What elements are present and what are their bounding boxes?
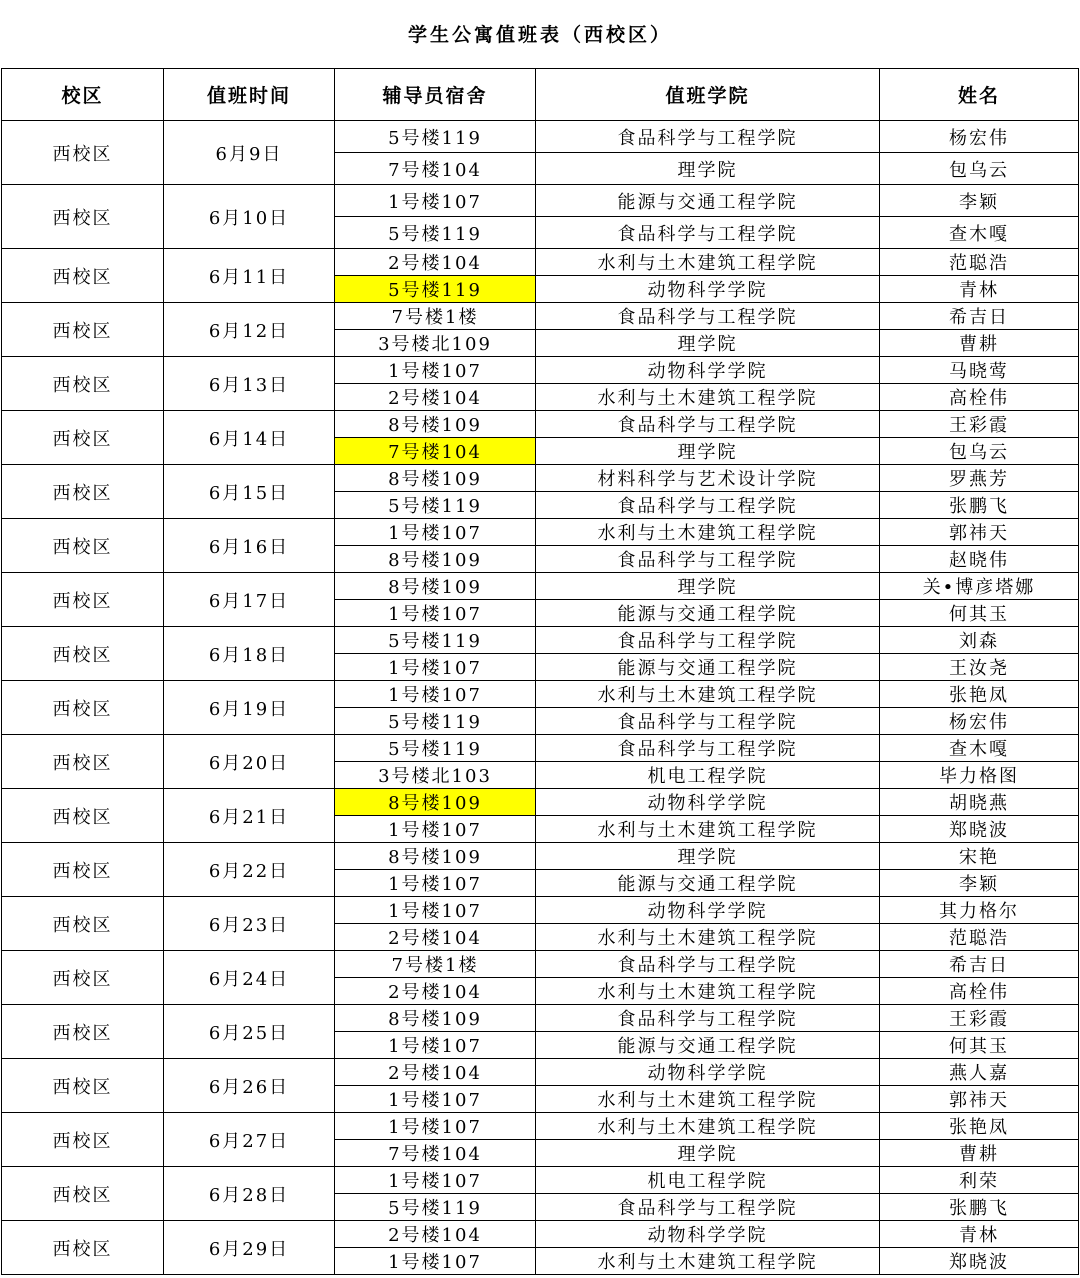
- dorm-cell: 1号楼107: [335, 357, 536, 384]
- name-cell: 何其玉: [880, 1032, 1079, 1059]
- dorm-cell: 1号楼107: [335, 816, 536, 843]
- date-cell: 6月9日: [164, 121, 335, 185]
- table-body: [2, 121, 1079, 1275]
- campus-cell: 西校区: [2, 519, 164, 573]
- date-cell: 6月10日: [164, 185, 335, 249]
- dorm-cell: 7号楼1楼: [335, 951, 536, 978]
- campus-cell: 西校区: [2, 249, 164, 303]
- date-cell: 6月24日: [164, 951, 335, 1005]
- dorm-cell: 8号楼109: [335, 1005, 536, 1032]
- date-cell: 6月17日: [164, 573, 335, 627]
- dorm-cell: 2号楼104: [335, 924, 536, 951]
- dorm-cell: 3号楼北103: [335, 762, 536, 789]
- dorm-cell: 8号楼109: [335, 573, 536, 600]
- header-college: 值班学院: [536, 69, 880, 121]
- campus-cell: 西校区: [2, 843, 164, 897]
- campus-cell: 西校区: [2, 1059, 164, 1113]
- college-cell: 水利与土木建筑工程学院: [536, 1086, 880, 1113]
- college-cell: 水利与土木建筑工程学院: [536, 1113, 880, 1140]
- name-cell: 胡晓燕: [880, 789, 1079, 816]
- campus-cell: 西校区: [2, 789, 164, 843]
- dorm-cell: 1号楼107: [335, 870, 536, 897]
- college-cell: 机电工程学院: [536, 762, 880, 789]
- name-cell: 范聪浩: [880, 924, 1079, 951]
- name-cell: 利荣: [880, 1167, 1079, 1194]
- table-row: [2, 303, 1079, 330]
- name-cell: 赵晓伟: [880, 546, 1079, 573]
- dorm-cell: 1号楼107: [335, 519, 536, 546]
- name-cell: 刘森: [880, 627, 1079, 654]
- campus-cell: 西校区: [2, 121, 164, 185]
- date-cell: 6月21日: [164, 789, 335, 843]
- campus-cell: 西校区: [2, 1167, 164, 1221]
- campus-cell: 西校区: [2, 1113, 164, 1167]
- name-cell: 宋艳: [880, 843, 1079, 870]
- college-cell: 食品科学与工程学院: [536, 217, 880, 249]
- date-cell: 6月22日: [164, 843, 335, 897]
- dorm-cell: 1号楼107: [335, 1167, 536, 1194]
- college-cell: 动物科学学院: [536, 276, 880, 303]
- name-cell: 燕人嘉: [880, 1059, 1079, 1086]
- campus-cell: 西校区: [2, 465, 164, 519]
- college-cell: 水利与土木建筑工程学院: [536, 249, 880, 276]
- name-cell: 毕力格图: [880, 762, 1079, 789]
- table-row: [2, 843, 1079, 870]
- name-cell: 李颖: [880, 185, 1079, 217]
- dorm-cell: 5号楼119: [335, 121, 536, 153]
- name-cell: 关•博彦塔娜: [880, 573, 1079, 600]
- name-cell: 查木嘎: [880, 217, 1079, 249]
- dorm-cell: 1号楼107: [335, 897, 536, 924]
- name-cell: 高栓伟: [880, 384, 1079, 411]
- name-cell: 何其玉: [880, 600, 1079, 627]
- college-cell: 材料科学与艺术设计学院: [536, 465, 880, 492]
- table-row: [2, 681, 1079, 708]
- date-cell: 6月25日: [164, 1005, 335, 1059]
- dorm-cell: 8号楼109: [335, 789, 536, 816]
- college-cell: 食品科学与工程学院: [536, 1005, 880, 1032]
- dorm-cell: 5号楼119: [335, 627, 536, 654]
- dorm-cell: 5号楼119: [335, 492, 536, 519]
- table-row: [2, 519, 1079, 546]
- date-cell: 6月12日: [164, 303, 335, 357]
- dorm-cell: 1号楼107: [335, 600, 536, 627]
- college-cell: 食品科学与工程学院: [536, 708, 880, 735]
- college-cell: 理学院: [536, 573, 880, 600]
- dorm-cell: 7号楼104: [335, 438, 536, 465]
- campus-cell: 西校区: [2, 681, 164, 735]
- name-cell: 郭祎天: [880, 519, 1079, 546]
- name-cell: 张鹏飞: [880, 492, 1079, 519]
- name-cell: 张艳凤: [880, 681, 1079, 708]
- table-row: [2, 789, 1079, 816]
- dorm-cell: 7号楼104: [335, 153, 536, 185]
- date-cell: 6月28日: [164, 1167, 335, 1221]
- table-row: [2, 573, 1079, 600]
- college-cell: 水利与土木建筑工程学院: [536, 978, 880, 1005]
- name-cell: 希吉日: [880, 951, 1079, 978]
- table-row: [2, 627, 1079, 654]
- dorm-cell: 1号楼107: [335, 1032, 536, 1059]
- date-cell: 6月26日: [164, 1059, 335, 1113]
- campus-cell: 西校区: [2, 735, 164, 789]
- college-cell: 能源与交通工程学院: [536, 600, 880, 627]
- campus-cell: 西校区: [2, 627, 164, 681]
- header-row: [2, 69, 1079, 121]
- campus-cell: 西校区: [2, 357, 164, 411]
- college-cell: 动物科学学院: [536, 789, 880, 816]
- college-cell: 动物科学学院: [536, 1221, 880, 1248]
- college-cell: 食品科学与工程学院: [536, 121, 880, 153]
- campus-cell: 西校区: [2, 897, 164, 951]
- table-row: [2, 185, 1079, 217]
- dorm-cell: 2号楼104: [335, 978, 536, 1005]
- dorm-cell: 1号楼107: [335, 681, 536, 708]
- name-cell: 郑晓波: [880, 816, 1079, 843]
- table-row: [2, 411, 1079, 438]
- college-cell: 水利与土木建筑工程学院: [536, 384, 880, 411]
- table-row: [2, 897, 1079, 924]
- table-row: [2, 1167, 1079, 1194]
- dorm-cell: 5号楼119: [335, 276, 536, 303]
- college-cell: 水利与土木建筑工程学院: [536, 681, 880, 708]
- date-cell: 6月11日: [164, 249, 335, 303]
- date-cell: 6月18日: [164, 627, 335, 681]
- college-cell: 机电工程学院: [536, 1167, 880, 1194]
- header-campus: 校区: [2, 69, 164, 121]
- dorm-cell: 8号楼109: [335, 465, 536, 492]
- college-cell: 动物科学学院: [536, 357, 880, 384]
- dorm-cell: 2号楼104: [335, 384, 536, 411]
- dorm-cell: 2号楼104: [335, 1221, 536, 1248]
- campus-cell: 西校区: [2, 185, 164, 249]
- name-cell: 查木嘎: [880, 735, 1079, 762]
- dorm-cell: 1号楼107: [335, 1086, 536, 1113]
- dorm-cell: 2号楼104: [335, 249, 536, 276]
- dorm-cell: 5号楼119: [335, 708, 536, 735]
- dorm-cell: 2号楼104: [335, 1059, 536, 1086]
- name-cell: 其力格尔: [880, 897, 1079, 924]
- dorm-cell: 7号楼104: [335, 1140, 536, 1167]
- table-row: [2, 1059, 1079, 1086]
- name-cell: 杨宏伟: [880, 708, 1079, 735]
- college-cell: 食品科学与工程学院: [536, 627, 880, 654]
- name-cell: 王彩霞: [880, 411, 1079, 438]
- date-cell: 6月19日: [164, 681, 335, 735]
- page-title: 学生公寓值班表（西校区）: [407, 24, 672, 46]
- name-cell: 郑晓波: [880, 1248, 1079, 1275]
- college-cell: 动物科学学院: [536, 897, 880, 924]
- campus-cell: 西校区: [2, 411, 164, 465]
- header-duty-time: 值班时间: [164, 69, 335, 121]
- table-row: [2, 1005, 1079, 1032]
- college-cell: 食品科学与工程学院: [536, 303, 880, 330]
- campus-cell: 西校区: [2, 1005, 164, 1059]
- college-cell: 水利与土木建筑工程学院: [536, 816, 880, 843]
- name-cell: 李颖: [880, 870, 1079, 897]
- dorm-cell: 8号楼109: [335, 411, 536, 438]
- name-cell: 罗燕芳: [880, 465, 1079, 492]
- college-cell: 理学院: [536, 1140, 880, 1167]
- name-cell: 包乌云: [880, 438, 1079, 465]
- duty-table: [1, 68, 1079, 1275]
- table-row: [2, 357, 1079, 384]
- college-cell: 水利与土木建筑工程学院: [536, 1248, 880, 1275]
- date-cell: 6月20日: [164, 735, 335, 789]
- dorm-cell: 1号楼107: [335, 654, 536, 681]
- college-cell: 动物科学学院: [536, 1059, 880, 1086]
- name-cell: 曹耕: [880, 1140, 1079, 1167]
- campus-cell: 西校区: [2, 951, 164, 1005]
- name-cell: 张艳凤: [880, 1113, 1079, 1140]
- table-row: [2, 735, 1079, 762]
- college-cell: 食品科学与工程学院: [536, 735, 880, 762]
- table-row: [2, 1113, 1079, 1140]
- dorm-cell: 7号楼1楼: [335, 303, 536, 330]
- name-cell: 张鹏飞: [880, 1194, 1079, 1221]
- table-row: [2, 249, 1079, 276]
- name-cell: 曹耕: [880, 330, 1079, 357]
- college-cell: 能源与交通工程学院: [536, 185, 880, 217]
- name-cell: 郭祎天: [880, 1086, 1079, 1113]
- college-cell: 理学院: [536, 330, 880, 357]
- college-cell: 食品科学与工程学院: [536, 1194, 880, 1221]
- college-cell: 食品科学与工程学院: [536, 411, 880, 438]
- name-cell: 包乌云: [880, 153, 1079, 185]
- name-cell: 杨宏伟: [880, 121, 1079, 153]
- dorm-cell: 1号楼107: [335, 1248, 536, 1275]
- campus-cell: 西校区: [2, 303, 164, 357]
- date-cell: 6月15日: [164, 465, 335, 519]
- dorm-cell: 8号楼109: [335, 546, 536, 573]
- header-name: 姓名: [880, 69, 1079, 121]
- campus-cell: 西校区: [2, 573, 164, 627]
- name-cell: 王彩霞: [880, 1005, 1079, 1032]
- name-cell: 范聪浩: [880, 249, 1079, 276]
- name-cell: 希吉日: [880, 303, 1079, 330]
- table-row: [2, 121, 1079, 153]
- dorm-cell: 5号楼119: [335, 735, 536, 762]
- date-cell: 6月13日: [164, 357, 335, 411]
- date-cell: 6月14日: [164, 411, 335, 465]
- dorm-cell: 1号楼107: [335, 185, 536, 217]
- college-cell: 食品科学与工程学院: [536, 546, 880, 573]
- header-dorm: 辅导员宿舍: [335, 69, 536, 121]
- college-cell: 理学院: [536, 843, 880, 870]
- name-cell: 青林: [880, 1221, 1079, 1248]
- college-cell: 能源与交通工程学院: [536, 654, 880, 681]
- campus-cell: 西校区: [2, 1221, 164, 1275]
- name-cell: 高栓伟: [880, 978, 1079, 1005]
- college-cell: 能源与交通工程学院: [536, 1032, 880, 1059]
- college-cell: 水利与土木建筑工程学院: [536, 519, 880, 546]
- table-row: [2, 1221, 1079, 1248]
- dorm-cell: 5号楼119: [335, 1194, 536, 1221]
- name-cell: 青林: [880, 276, 1079, 303]
- college-cell: 理学院: [536, 153, 880, 185]
- dorm-cell: 5号楼119: [335, 217, 536, 249]
- dorm-cell: 1号楼107: [335, 1113, 536, 1140]
- name-cell: 马晓莺: [880, 357, 1079, 384]
- college-cell: 理学院: [536, 438, 880, 465]
- name-cell: 王汝尧: [880, 654, 1079, 681]
- date-cell: 6月16日: [164, 519, 335, 573]
- college-cell: 水利与土木建筑工程学院: [536, 924, 880, 951]
- date-cell: 6月23日: [164, 897, 335, 951]
- table-row: [2, 465, 1079, 492]
- dorm-cell: 3号楼北109: [335, 330, 536, 357]
- date-cell: 6月27日: [164, 1113, 335, 1167]
- dorm-cell: 8号楼109: [335, 843, 536, 870]
- date-cell: 6月29日: [164, 1221, 335, 1275]
- college-cell: 能源与交通工程学院: [536, 870, 880, 897]
- college-cell: 食品科学与工程学院: [536, 951, 880, 978]
- table-row: [2, 951, 1079, 978]
- college-cell: 食品科学与工程学院: [536, 492, 880, 519]
